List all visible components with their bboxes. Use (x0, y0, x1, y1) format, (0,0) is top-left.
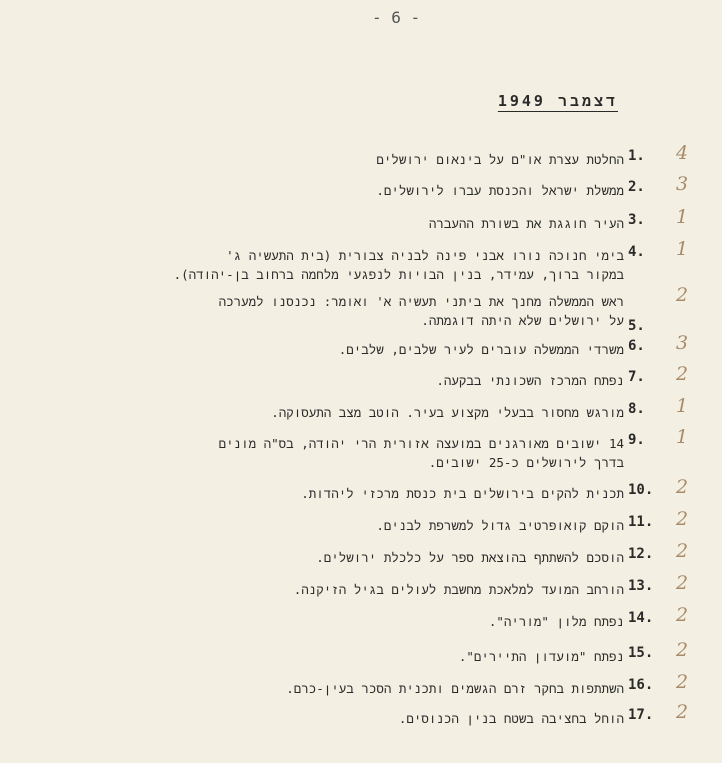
item-text (94, 181, 624, 200)
item-text (94, 679, 624, 698)
item-number: 7. (628, 369, 645, 385)
item-text (94, 484, 624, 503)
item-line: הוחל בחציבה בשטח בנין הכנוסים. (398, 711, 624, 726)
item-number: 17. (628, 707, 654, 723)
item-number: 10. (628, 482, 654, 498)
item-line: נפתח המרכז השכונתי בבקעה. (436, 373, 624, 388)
item-number: 6. (628, 338, 645, 354)
handwritten-mark: 2 (676, 671, 689, 693)
item-text (94, 548, 624, 567)
item-number: 5. (628, 318, 645, 334)
item-line: נפתח מלון "מוריה". (488, 614, 624, 629)
item-number: 4. (628, 244, 645, 260)
item-line: החלטת עצרת או"ם על בינאום ירושלים (376, 152, 624, 167)
handwritten-mark: 2 (676, 604, 689, 626)
item-number: 13. (628, 578, 654, 594)
item-line: השתתפות בחקר זרם הגשמים ותכנית הסכר בעין-כרם. (286, 681, 624, 696)
item-text (94, 612, 624, 631)
handwritten-mark: 3 (676, 173, 689, 195)
handwritten-mark: 2 (676, 701, 689, 723)
page-number: - 6 - (372, 8, 421, 27)
item-line: מורגש מחסור בבעלי מקצוע בעיר. הוטב מצב התעסוקה. (271, 405, 624, 420)
item-number: 12. (628, 546, 654, 562)
item-line: במקור ברוך, עמידר, בנין הבויות לנפגעי מלחמה ברחוב בן-יהודה). (173, 267, 624, 282)
item-number: 1. (628, 148, 645, 164)
item-line: תכנית להקים בירושלים בית כנסת מרכזי ליהדות. (301, 486, 624, 501)
list-item (0, 284, 722, 334)
item-text (94, 434, 624, 472)
item-text (94, 647, 624, 666)
item-text (94, 580, 624, 599)
item-text (94, 150, 624, 169)
item-number: 15. (628, 645, 654, 661)
item-line: נפתח "מועדון התיירים". (458, 649, 624, 664)
handwritten-mark: 1 (676, 206, 689, 228)
handwritten-mark: 2 (676, 476, 689, 498)
list-item (0, 426, 722, 472)
item-text (94, 292, 624, 330)
item-line: ראש הממשלה מחנך את ביתני תעשיה א' ואומר: נכנסנו למערכה (218, 294, 624, 309)
handwritten-mark: 4 (676, 142, 689, 164)
item-line: משרדי הממשלה עוברים לעיר שלבים, שלבים. (338, 342, 624, 357)
item-number: 3. (628, 212, 645, 228)
item-text (94, 371, 624, 390)
handwritten-mark: 1 (676, 238, 689, 260)
item-text (94, 709, 624, 728)
item-line: העיר חוגגת את בשורת ההעברה (428, 216, 624, 231)
item-line: הורחב המועד למלאכת מחשבת לעולים בגיל הזיקנה. (293, 582, 624, 597)
item-text (94, 214, 624, 233)
item-number: 2. (628, 179, 645, 195)
handwritten-mark: 1 (676, 426, 689, 448)
page-title: דצמבר 1949 (497, 92, 618, 110)
list-item (0, 701, 722, 747)
list-item (0, 238, 722, 284)
item-number: 8. (628, 401, 645, 417)
item-line: הוסכם להשתתף בהוצאת ספר על כלכלת ירושלים. (316, 550, 624, 565)
item-number: 9. (628, 432, 645, 448)
handwritten-mark: 2 (676, 639, 689, 661)
item-number: 11. (628, 514, 654, 530)
item-line: על ירושלים שלא היתה דוגמתה. (421, 313, 624, 328)
list-item (0, 604, 722, 650)
item-text (94, 403, 624, 422)
handwritten-mark: 2 (676, 363, 689, 385)
item-number: 16. (628, 677, 654, 693)
item-line: בדרך לירושלים כ-25 ישובים. (428, 455, 624, 470)
item-number: 14. (628, 610, 654, 626)
handwritten-mark: 2 (676, 284, 689, 306)
handwritten-mark: 1 (676, 395, 689, 417)
item-text (94, 340, 624, 359)
handwritten-mark: 2 (676, 572, 689, 594)
handwritten-mark: 2 (676, 540, 689, 562)
item-text (94, 516, 624, 535)
handwritten-mark: 2 (676, 508, 689, 530)
item-line: הוקם קואופרטיב גדול למשרפת לבנים. (376, 518, 624, 533)
item-line: בימי חנוכה נורו אבני פינה לבניה צבורית (בית התעשיה ג' (226, 248, 624, 263)
item-line: 14 ישובים מאורגנים במועצה אזורית הרי יהודה, בס"ה מונים (218, 436, 624, 451)
handwritten-mark: 3 (676, 332, 689, 354)
item-text (94, 246, 624, 284)
item-line: ממשלת ישראל והכנסת עברו לירושלים. (376, 183, 624, 198)
